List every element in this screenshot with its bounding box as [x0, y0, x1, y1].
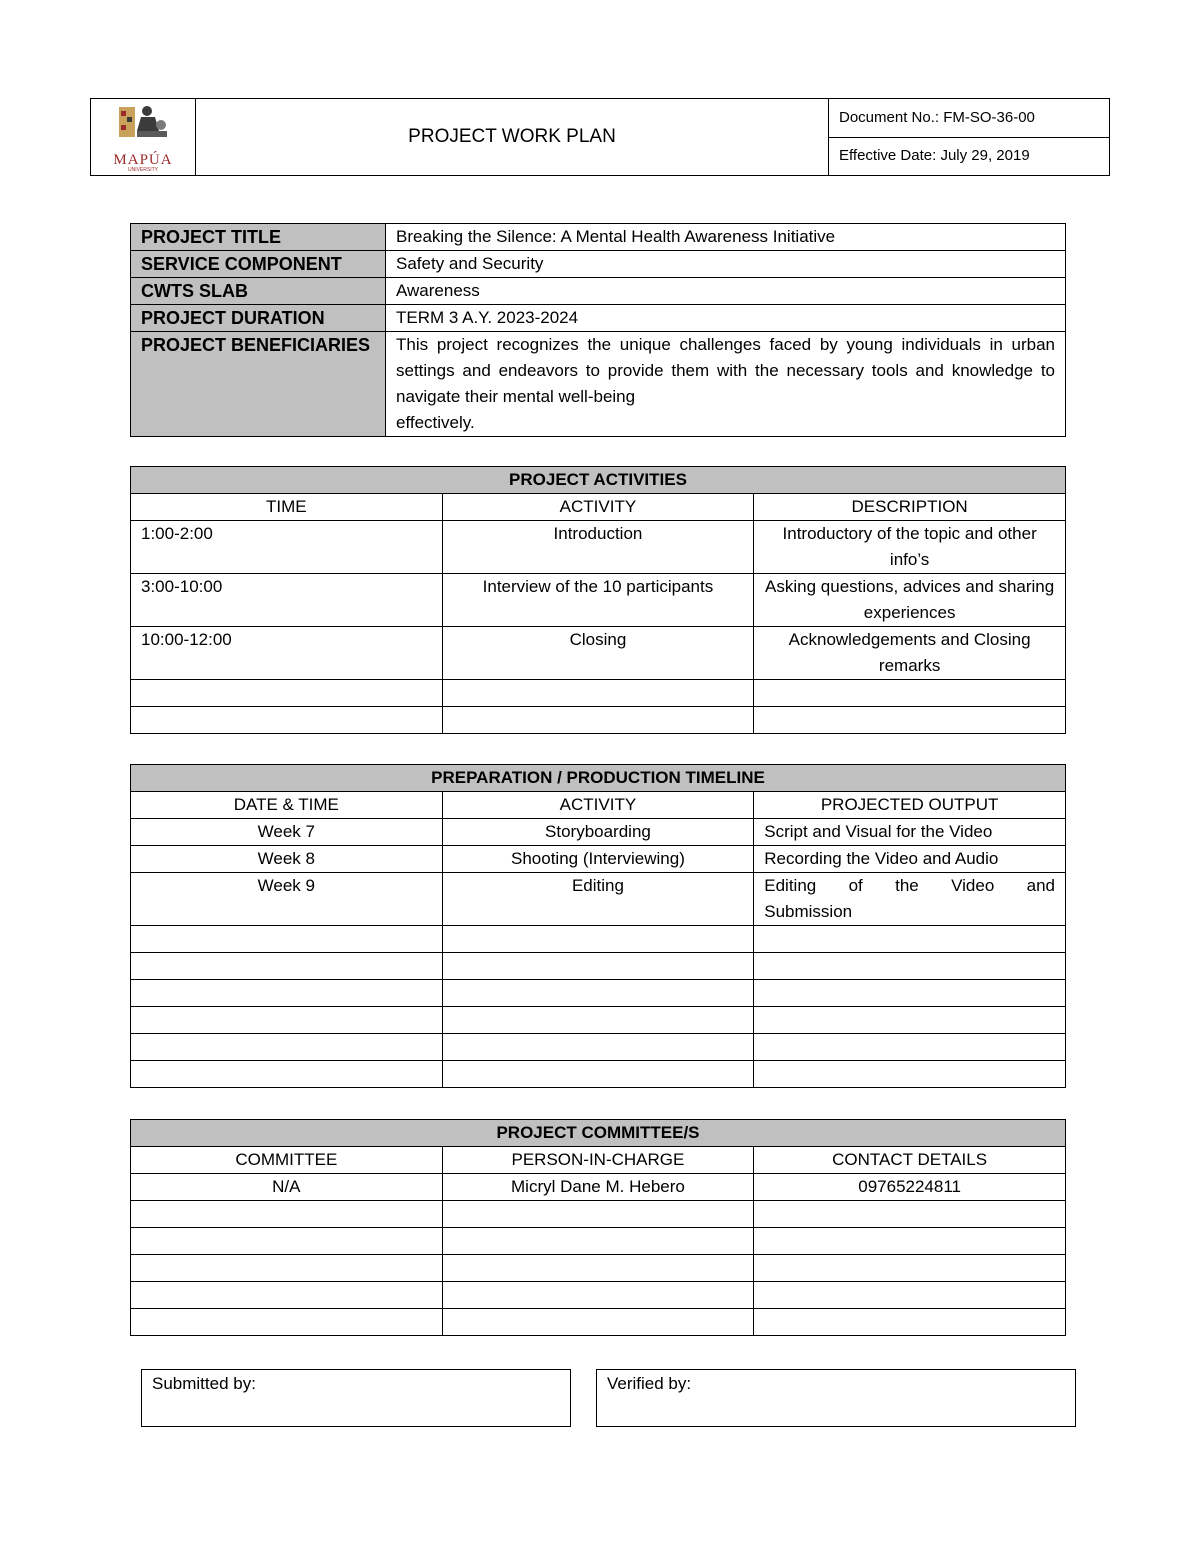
- timeline-date: Week 8: [131, 846, 443, 873]
- activity-name: Introduction: [442, 521, 754, 574]
- timeline-output-tail: Submission: [764, 902, 853, 921]
- empty-cell: [442, 1007, 754, 1034]
- empty-row: [131, 953, 1066, 980]
- empty-row: [131, 1201, 1066, 1228]
- table-row: [131, 819, 1066, 846]
- info-label: SERVICE COMPONENT: [131, 251, 386, 278]
- empty-cell: [131, 680, 443, 707]
- section-title: PROJECT COMMITTEE/S: [131, 1120, 1066, 1147]
- table-row: [131, 873, 1066, 926]
- empty-cell: [442, 1034, 754, 1061]
- beneficiaries-text-tail: effectively.: [396, 413, 475, 432]
- table-row: [131, 574, 1066, 627]
- empty-cell: [754, 1034, 1066, 1061]
- empty-cell: [754, 1309, 1066, 1336]
- production-timeline-table: [130, 764, 1066, 1088]
- info-label: PROJECT TITLE: [131, 224, 386, 251]
- empty-row: [131, 680, 1066, 707]
- contact-details: 09765224811: [754, 1174, 1066, 1201]
- info-value: Safety and Security: [386, 251, 1066, 278]
- empty-cell: [442, 980, 754, 1007]
- empty-cell: [754, 1061, 1066, 1088]
- page-title: PROJECT WORK PLAN: [196, 99, 829, 176]
- info-row: [131, 251, 1066, 278]
- column-header: TIME: [131, 494, 443, 521]
- timeline-output: Editing of the Video and: [764, 876, 1055, 895]
- column-header: PERSON-IN-CHARGE: [442, 1147, 754, 1174]
- empty-cell: [754, 1282, 1066, 1309]
- empty-row: [131, 980, 1066, 1007]
- submitted-by-label: Submitted by:: [152, 1374, 256, 1393]
- empty-row: [131, 707, 1066, 734]
- empty-cell: [754, 707, 1066, 734]
- effective-date: Effective Date: July 29, 2019: [829, 137, 1110, 176]
- empty-cell: [442, 1228, 754, 1255]
- empty-cell: [754, 926, 1066, 953]
- empty-cell: [131, 953, 443, 980]
- document-number: Document No.: FM-SO-36-00: [829, 99, 1110, 138]
- section-title: PROJECT ACTIVITIES: [131, 467, 1066, 494]
- logo-cell: [91, 99, 196, 176]
- committee-name: N/A: [131, 1174, 443, 1201]
- info-label: PROJECT DURATION: [131, 305, 386, 332]
- info-value: TERM 3 A.Y. 2023-2024: [386, 305, 1066, 332]
- verified-by-label: Verified by:: [607, 1374, 692, 1393]
- empty-cell: [754, 1201, 1066, 1228]
- activity-time: 3:00-10:00: [131, 574, 443, 627]
- info-label: CWTS SLAB: [131, 278, 386, 305]
- person-in-charge: Micryl Dane M. Hebero: [442, 1174, 754, 1201]
- empty-cell: [131, 707, 443, 734]
- document-header: [90, 98, 1110, 176]
- empty-cell: [442, 707, 754, 734]
- empty-cell: [131, 1228, 443, 1255]
- info-row: [131, 305, 1066, 332]
- table-row: [131, 627, 1066, 680]
- timeline-output: Recording the Video and Audio: [754, 846, 1066, 873]
- empty-cell: [442, 1255, 754, 1282]
- empty-cell: [754, 1228, 1066, 1255]
- timeline-output: Script and Visual for the Video: [754, 819, 1066, 846]
- empty-cell: [131, 1309, 443, 1336]
- activity-description: Acknowledgements and Closing remarks: [754, 627, 1066, 680]
- project-activities-table: [130, 466, 1066, 734]
- activity-time: 10:00-12:00: [131, 627, 443, 680]
- timeline-output-cell: [754, 873, 1066, 926]
- empty-cell: [754, 953, 1066, 980]
- table-row: [131, 521, 1066, 574]
- empty-cell: [754, 980, 1066, 1007]
- empty-row: [131, 1007, 1066, 1034]
- column-header: CONTACT DETAILS: [754, 1147, 1066, 1174]
- university-logo: [103, 101, 183, 173]
- empty-row: [131, 1034, 1066, 1061]
- empty-cell: [131, 1201, 443, 1228]
- empty-cell: [754, 1255, 1066, 1282]
- empty-cell: [442, 953, 754, 980]
- timeline-date: Week 7: [131, 819, 443, 846]
- empty-cell: [442, 1309, 754, 1336]
- info-row: [131, 224, 1066, 251]
- info-label: PROJECT BENEFICIARIES: [131, 332, 386, 437]
- activity-name: Interview of the 10 participants: [442, 574, 754, 627]
- empty-cell: [442, 1282, 754, 1309]
- empty-cell: [131, 926, 443, 953]
- info-row: [131, 332, 1066, 437]
- column-header: ACTIVITY: [442, 494, 754, 521]
- beneficiaries-text: This project recognizes the unique challenges faced by young individuals in urban settings and endeavors to provide them with the necessary tools and knowledge to navigate their mental well-being: [396, 335, 1055, 406]
- empty-cell: [131, 1034, 443, 1061]
- column-header: COMMITTEE: [131, 1147, 443, 1174]
- empty-row: [131, 1255, 1066, 1282]
- timeline-date: Week 9: [131, 873, 443, 926]
- timeline-activity: Storyboarding: [442, 819, 754, 846]
- submitted-by-box: [141, 1369, 571, 1427]
- empty-row: [131, 1309, 1066, 1336]
- empty-cell: [131, 980, 443, 1007]
- empty-row: [131, 1061, 1066, 1088]
- column-header: DATE & TIME: [131, 792, 443, 819]
- column-header: ACTIVITY: [442, 792, 754, 819]
- seal-icon: [113, 101, 173, 145]
- logo-wordmark: MAPÚA: [113, 152, 173, 168]
- activity-description: Introductory of the topic and other info’s: [754, 521, 1066, 574]
- empty-cell: [754, 680, 1066, 707]
- project-committee-table: [130, 1119, 1066, 1336]
- verified-by-box: [596, 1369, 1076, 1427]
- empty-cell: [442, 680, 754, 707]
- timeline-activity: Shooting (Interviewing): [442, 846, 754, 873]
- info-row: [131, 278, 1066, 305]
- empty-cell: [131, 1255, 443, 1282]
- info-value-cell: [386, 332, 1066, 437]
- table-row: [131, 1174, 1066, 1201]
- logo-subtext: UNIVERSITY: [127, 167, 158, 173]
- empty-cell: [442, 926, 754, 953]
- empty-cell: [442, 1061, 754, 1088]
- empty-cell: [442, 1201, 754, 1228]
- activity-name: Closing: [442, 627, 754, 680]
- info-value: Breaking the Silence: A Mental Health Awareness Initiative: [386, 224, 1066, 251]
- empty-cell: [131, 1007, 443, 1034]
- empty-row: [131, 1228, 1066, 1255]
- section-title: PREPARATION / PRODUCTION TIMELINE: [131, 765, 1066, 792]
- empty-row: [131, 926, 1066, 953]
- empty-row: [131, 1282, 1066, 1309]
- column-header: DESCRIPTION: [754, 494, 1066, 521]
- info-value: Awareness: [386, 278, 1066, 305]
- empty-cell: [131, 1061, 443, 1088]
- timeline-activity: Editing: [442, 873, 754, 926]
- empty-cell: [754, 1007, 1066, 1034]
- empty-cell: [131, 1282, 443, 1309]
- activity-description: Asking questions, advices and sharing experiences: [754, 574, 1066, 627]
- activity-time: 1:00-2:00: [131, 521, 443, 574]
- column-header: PROJECTED OUTPUT: [754, 792, 1066, 819]
- table-row: [131, 846, 1066, 873]
- project-info-table: [130, 223, 1066, 437]
